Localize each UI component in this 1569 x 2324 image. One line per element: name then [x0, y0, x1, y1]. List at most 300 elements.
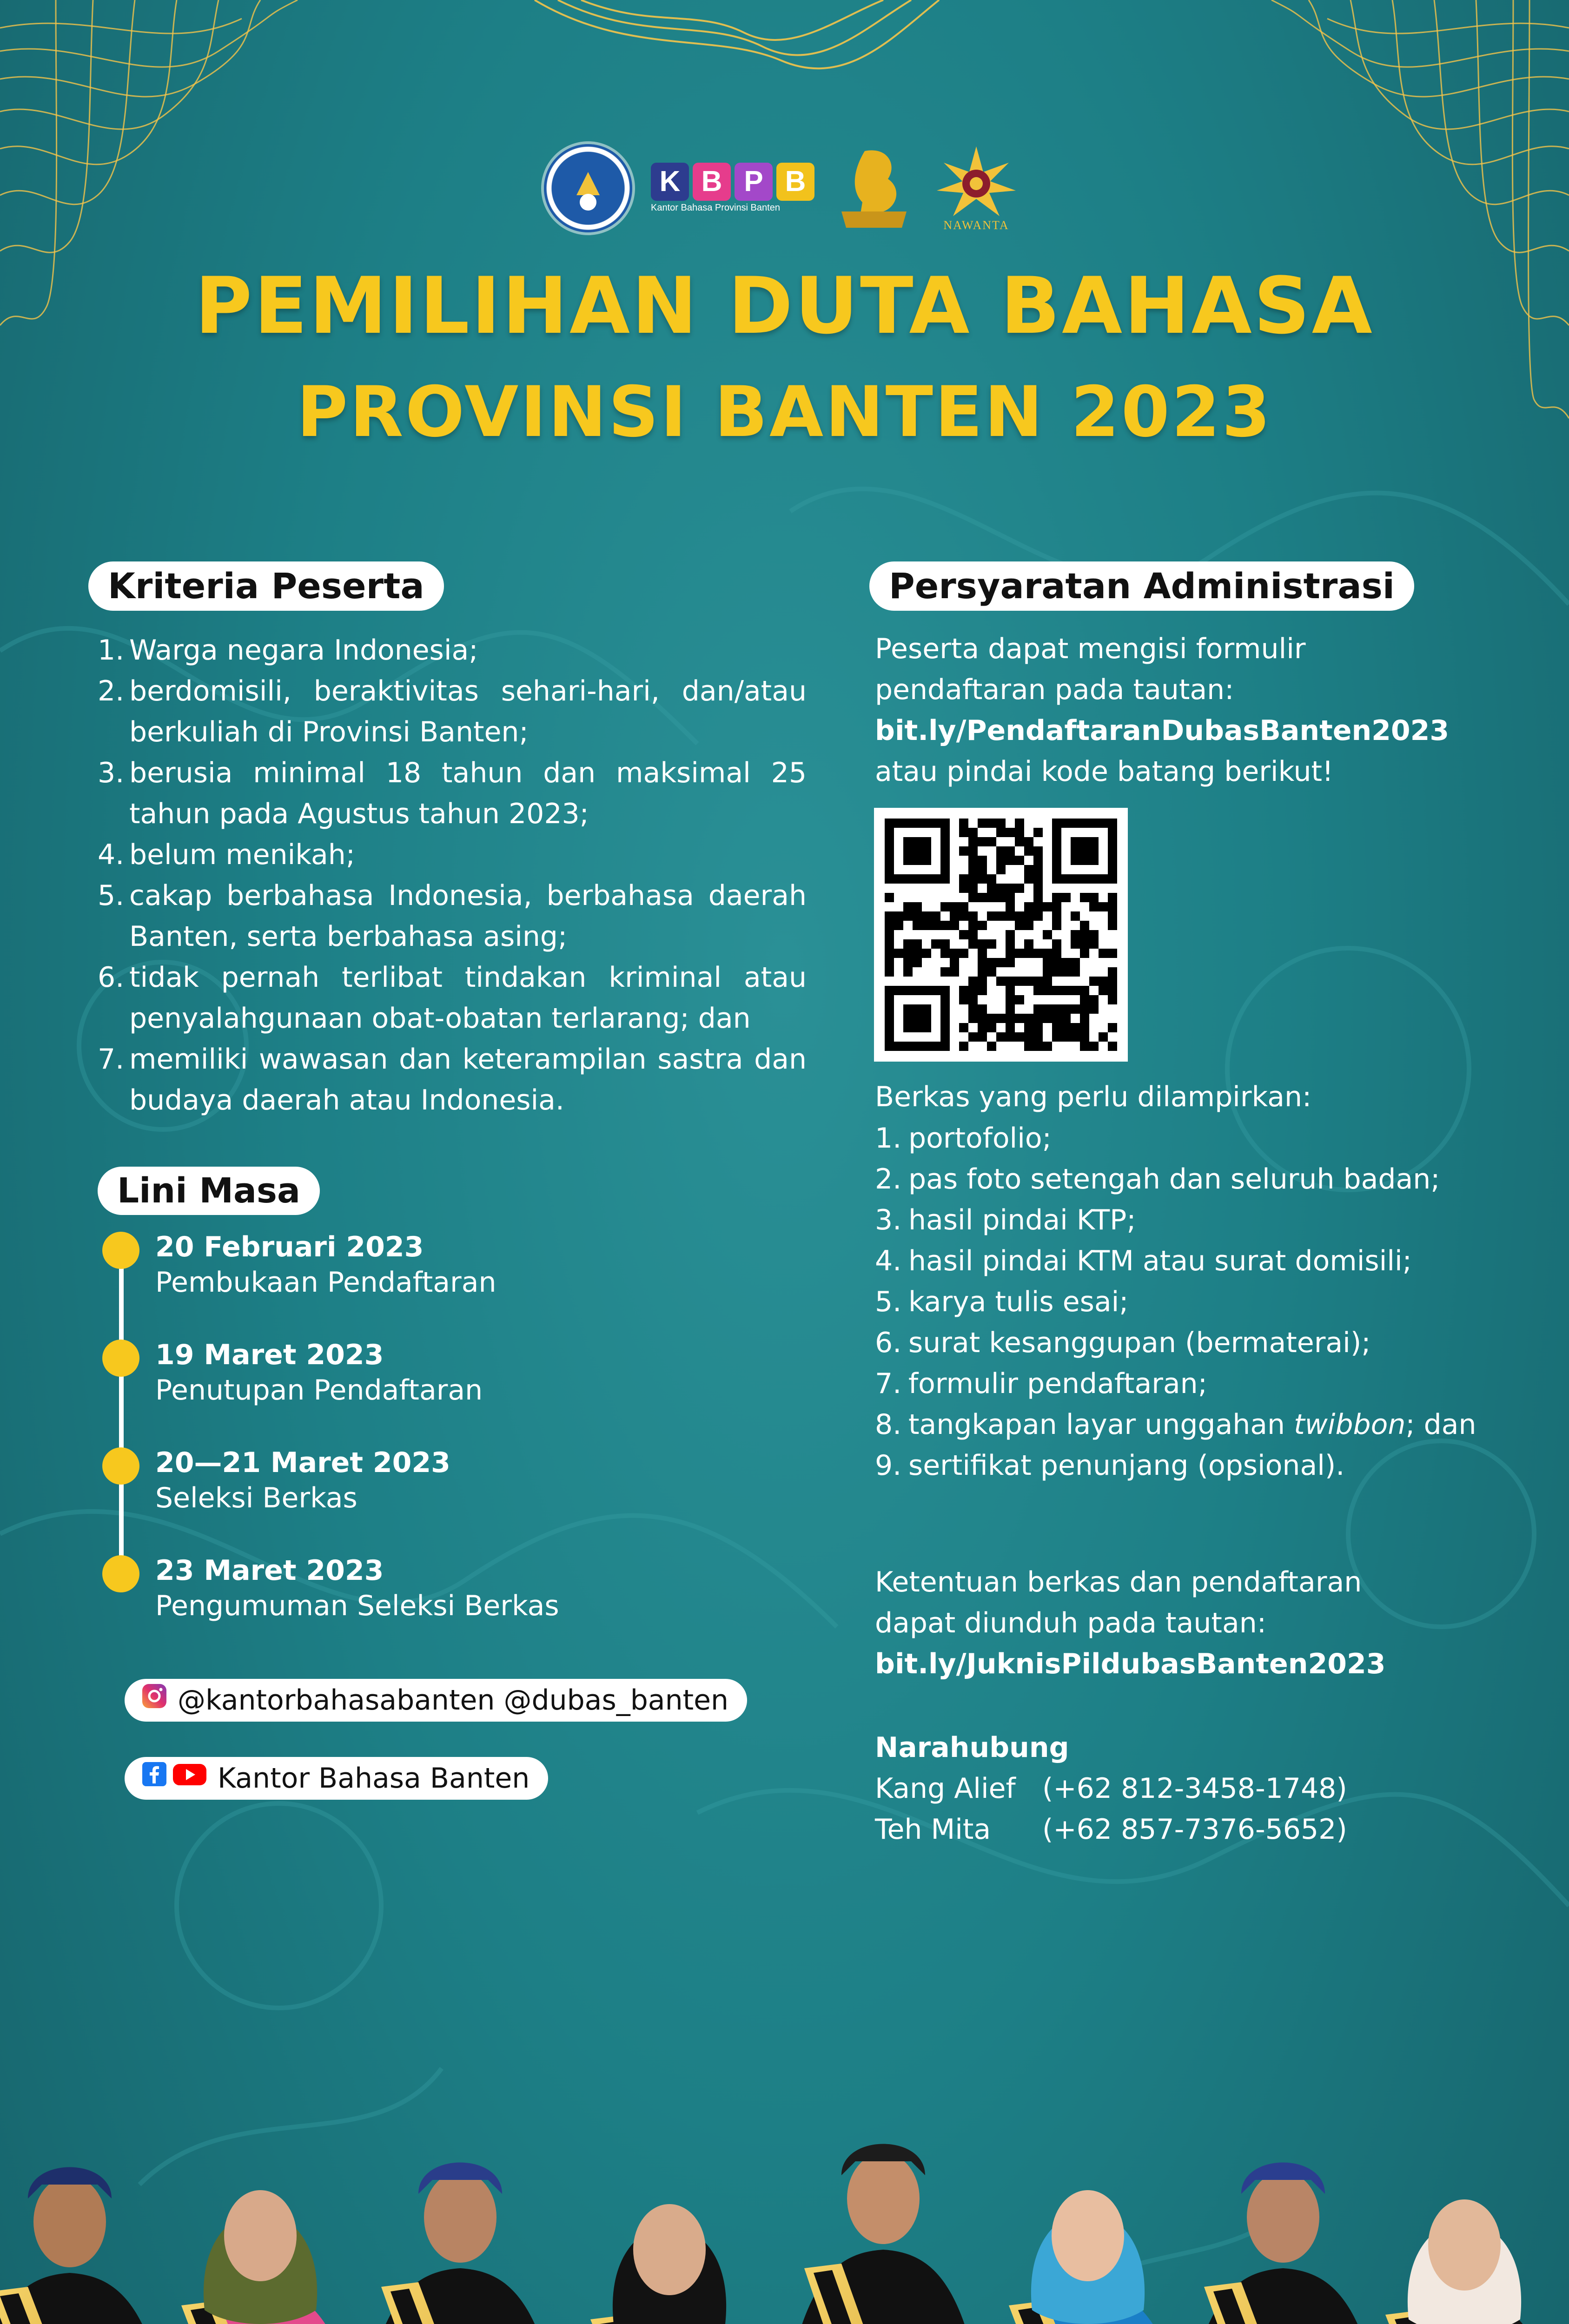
qr-module [1089, 902, 1099, 911]
qr-module [1033, 1042, 1043, 1051]
qr-module [1108, 893, 1117, 902]
qr-module [940, 967, 950, 977]
qr-module [885, 958, 894, 967]
qr-module [996, 846, 1006, 856]
qr-module [1033, 911, 1043, 921]
list-item-number: 9. [875, 1449, 902, 1482]
ambassador-face [633, 2204, 706, 2295]
qr-module [978, 949, 987, 958]
qr-module [1006, 1032, 1015, 1042]
qr-module [1052, 911, 1061, 921]
registration-link[interactable]: bit.ly/PendaftaranDubasBanten2023 [875, 714, 1450, 747]
qr-module [978, 893, 987, 902]
qr-module [959, 874, 968, 884]
list-item-text: Warga negara Indonesia; [129, 634, 478, 667]
list-item-text: pas foto setengah dan seluruh badan; [908, 1163, 1440, 1195]
qr-module [996, 893, 1006, 902]
list-item-number: 1. [98, 634, 125, 667]
qr-module [885, 893, 894, 902]
qr-module [1006, 856, 1015, 865]
list-item [875, 1200, 1544, 1241]
qr-module [1089, 939, 1099, 949]
logo-row [539, 144, 1032, 237]
qr-module [996, 958, 1006, 967]
ambassador-face [1247, 2172, 1319, 2263]
qr-module [968, 930, 978, 939]
qr-module [1033, 949, 1043, 958]
juknis-link[interactable]: bit.ly/JuknisPildubasBanten2023 [875, 1648, 1386, 1680]
qr-module [1108, 1042, 1117, 1051]
timeline-dot [102, 1340, 139, 1377]
qr-module [913, 958, 922, 967]
qr-module [996, 884, 1006, 893]
qr-module [885, 939, 894, 949]
qr-module [959, 819, 968, 828]
qr-module [1006, 977, 1015, 986]
qr-module [1108, 986, 1117, 995]
qr-module [1089, 1042, 1099, 1051]
facebook-youtube-text: Kantor Bahasa Banten [218, 1762, 530, 1795]
qr-module [1052, 949, 1061, 958]
list-item-number: 3. [98, 757, 125, 789]
qr-module [1024, 1042, 1033, 1051]
list-item-number: 7. [98, 1043, 125, 1076]
qr-module [1015, 1032, 1024, 1042]
gold-wave-top-center [535, 0, 939, 68]
qr-module [885, 967, 894, 977]
timeline-date: 23 Maret 2023 [155, 1554, 384, 1587]
list-item-text: berusia minimal 18 tahun dan maksimal 25 tahun pada Agustus tahun 2023; [129, 757, 807, 830]
list-item [98, 875, 807, 957]
qr-module [1099, 949, 1108, 958]
qr-module [922, 921, 931, 930]
qr-module [1033, 986, 1043, 995]
qr-module [931, 921, 940, 930]
nawanta-label: NAWANTA [943, 218, 1009, 232]
qr-module [1033, 884, 1043, 893]
qr-module [1043, 1042, 1052, 1051]
list-item [98, 957, 807, 1039]
qr-module [1089, 893, 1099, 902]
list-item-number: 3. [875, 1204, 902, 1236]
qr-module [959, 884, 968, 893]
qr-module [940, 949, 950, 958]
qr-module [1089, 1004, 1099, 1014]
qr-module [1052, 958, 1061, 967]
qr-module [1108, 995, 1117, 1004]
list-item-text: hasil pindai KTM atau surat domisili; [908, 1245, 1412, 1277]
qr-module [1043, 986, 1052, 995]
kbpb-letter: K [651, 163, 689, 201]
qr-module [1015, 819, 1024, 828]
list-item-text-italic: twibbon [1294, 1408, 1406, 1441]
qr-module [978, 967, 987, 977]
gold-wave-top-right [1271, 0, 1569, 418]
list-item-text-post: ; dan [1405, 1408, 1476, 1441]
list-item [98, 671, 807, 753]
qr-module [968, 977, 978, 986]
ambassador-figure [139, 2190, 381, 2324]
qr-module [1071, 1032, 1080, 1042]
qr-code[interactable] [874, 808, 1128, 1062]
timeline-label: Penutupan Pendaftaran [155, 1374, 483, 1406]
list-item-text: tidak pernah terlibat tindakan kriminal atau penyalahgunaan obat-obatan terlarang; dan [129, 961, 807, 1035]
contact-phone[interactable]: (+62 812-3458-1748) [1042, 1772, 1347, 1805]
qr-module [1043, 967, 1052, 977]
list-item-text: formulir pendaftaran; [908, 1367, 1207, 1400]
qr-module [913, 921, 922, 930]
list-item-text: karya tulis esai; [908, 1286, 1129, 1318]
ambassador-figure [339, 2163, 581, 2324]
qr-module [903, 902, 913, 911]
qr-finder [1071, 837, 1099, 865]
qr-module [950, 949, 959, 958]
list-item [875, 1118, 1544, 1159]
list-item-text: surat kesanggupan (bermaterai); [908, 1327, 1371, 1359]
qr-module [1033, 865, 1043, 874]
timeline-line [119, 1250, 124, 1576]
qr-module [1099, 986, 1108, 995]
lini-masa-heading: Lini Masa [98, 1167, 320, 1215]
qr-module [1099, 1032, 1108, 1042]
qr-module [913, 902, 922, 911]
qr-module [959, 828, 968, 837]
qr-module [1043, 949, 1052, 958]
qr-module [1061, 893, 1071, 902]
qr-module [1080, 986, 1089, 995]
qr-module [987, 958, 996, 967]
ambassador-body [762, 2250, 1004, 2324]
list-item-text: berdomisili, beraktivitas sehari-hari, dan/atau berkuliah di Provinsi Banten; [129, 675, 807, 748]
qr-module [959, 846, 968, 856]
timeline-date: 20—21 Maret 2023 [155, 1446, 450, 1479]
ambassador-face [847, 2153, 920, 2244]
qr-module [978, 958, 987, 967]
qr-module [1033, 846, 1043, 856]
qr-module [996, 828, 1006, 837]
qr-module [1052, 1032, 1061, 1042]
timeline-dot [102, 1555, 139, 1592]
qr-module [959, 902, 968, 911]
qr-module [1006, 939, 1015, 949]
qr-module [968, 893, 978, 902]
qr-module [987, 967, 996, 977]
qr-module [931, 911, 940, 921]
qr-module [1108, 911, 1117, 921]
qr-module [987, 884, 996, 893]
qr-module [1033, 893, 1043, 902]
instagram-icon [141, 1678, 167, 1721]
qr-module [922, 949, 931, 958]
qr-module [1080, 949, 1089, 958]
qr-module [1071, 986, 1080, 995]
qr-module [1043, 930, 1052, 939]
qr-module [1089, 977, 1099, 986]
kriteria-list [98, 630, 807, 1121]
qr-module [987, 1042, 996, 1051]
qr-module [885, 921, 894, 930]
ambassador-figure [1162, 2163, 1404, 2324]
qr-module [1080, 1032, 1089, 1042]
list-item [98, 834, 807, 875]
qr-module [1033, 874, 1043, 884]
list-item-number: 8. [875, 1408, 902, 1441]
list-item-number: 5. [98, 879, 125, 912]
qr-module [959, 995, 968, 1004]
qr-module [978, 1023, 987, 1032]
qr-module [996, 1032, 1006, 1042]
ambassador-body [339, 2268, 581, 2324]
qr-module [1080, 939, 1089, 949]
ambassadors-photo [0, 1999, 1569, 2324]
contact-row [875, 1809, 1526, 1850]
instagram-handles[interactable] [125, 1679, 747, 1722]
qr-module [968, 1004, 978, 1014]
qr-module [1006, 911, 1015, 921]
qr-module [968, 874, 978, 884]
qr-module [1061, 986, 1071, 995]
qr-module [978, 874, 987, 884]
qr-module [968, 995, 978, 1004]
qr-module [913, 949, 922, 958]
ambassador-face [1428, 2199, 1501, 2291]
qr-module [959, 911, 968, 921]
qr-module [1052, 967, 1061, 977]
qr-module [1071, 1023, 1080, 1032]
qr-module [1052, 986, 1061, 995]
qr-module [1015, 911, 1024, 921]
list-item-text: portofolio; [908, 1122, 1052, 1155]
qr-module [1024, 921, 1033, 930]
contact-row [875, 1768, 1526, 1809]
youtube-icon [172, 1756, 207, 1799]
qr-module [1071, 967, 1080, 977]
nawanta-logo [930, 144, 1023, 237]
qr-module [1006, 958, 1015, 967]
qr-module [1006, 1023, 1015, 1032]
qr-module [913, 939, 922, 949]
qr-module [950, 902, 959, 911]
qr-module [968, 837, 978, 846]
qr-module [940, 939, 950, 949]
qr-module [1006, 893, 1015, 902]
qr-module [1071, 911, 1080, 921]
berkas-heading: Berkas yang perlu dilampirkan: [875, 1081, 1312, 1113]
qr-module [978, 921, 987, 930]
qr-module [1108, 949, 1117, 958]
persyaratan-intro-line2: pendaftaran pada tautan: [875, 673, 1234, 706]
list-item-text: hasil pindai KTP; [908, 1204, 1136, 1236]
qr-module [1061, 1014, 1071, 1023]
qr-module [1061, 1004, 1071, 1014]
qr-module [968, 911, 978, 921]
instagram-text: @kantorbahasabanten @dubas_banten [178, 1684, 729, 1717]
qr-module [959, 1042, 968, 1051]
qr-module [1024, 837, 1033, 846]
qr-module [885, 930, 894, 939]
list-item-number: 7. [875, 1367, 902, 1400]
ambassador-figure [1344, 2199, 1569, 2324]
qr-module [1015, 1014, 1024, 1023]
qr-module [1024, 1032, 1033, 1042]
qr-module [987, 911, 996, 921]
qr-module [1006, 949, 1015, 958]
timeline-dot [102, 1232, 139, 1269]
list-item [98, 753, 807, 834]
facebook-youtube-handle[interactable] [125, 1757, 548, 1800]
qr-module [996, 856, 1006, 865]
qr-module [1024, 1023, 1033, 1032]
qr-module [1006, 986, 1015, 995]
qr-module [1099, 977, 1108, 986]
qr-finder [903, 837, 931, 865]
qr-module [1033, 1023, 1043, 1032]
qr-module [950, 967, 959, 977]
qr-module [940, 902, 950, 911]
kbpb-letter: P [735, 163, 773, 201]
qr-module [968, 1032, 978, 1042]
qr-module [903, 949, 913, 958]
qr-module [1033, 977, 1043, 986]
qr-module [968, 884, 978, 893]
qr-module [1052, 1014, 1061, 1023]
qr-module [968, 828, 978, 837]
qr-module [940, 921, 950, 930]
qr-module [1080, 921, 1089, 930]
kriteria-heading: Kriteria Peserta [88, 561, 444, 611]
qr-module [978, 837, 987, 846]
qr-module [913, 911, 922, 921]
qr-module [1108, 902, 1117, 911]
ambassador-figure [0, 2167, 191, 2324]
qr-module [987, 939, 996, 949]
qr-module [996, 911, 1006, 921]
qr-module [968, 865, 978, 874]
qr-module [1015, 921, 1024, 930]
qr-module [996, 865, 1006, 874]
qr-module [996, 977, 1006, 986]
list-item-number: 4. [98, 838, 125, 871]
scan-instruction: atau pindai kode batang berikut! [875, 755, 1334, 788]
list-item-text: belum menikah; [129, 838, 355, 871]
qr-module [1052, 939, 1061, 949]
qr-module [1108, 921, 1117, 930]
persyaratan-heading: Persyaratan Administrasi [869, 561, 1414, 611]
list-item [875, 1322, 1544, 1363]
kbpb-logo [651, 163, 818, 213]
contact-phone[interactable]: (+62 857-7376-5652) [1042, 1813, 1347, 1846]
qr-module [1033, 828, 1043, 837]
list-item [875, 1363, 1544, 1404]
qr-module [885, 911, 894, 921]
qr-module [1015, 977, 1024, 986]
qr-module [1033, 902, 1043, 911]
qr-module [1052, 1004, 1061, 1014]
qr-module [987, 874, 996, 884]
qr-module [978, 1032, 987, 1042]
list-item-text: memiliki wawasan dan keterampilan sastra dan budaya daerah atau Indonesia. [129, 1043, 807, 1116]
qr-module [1006, 1004, 1015, 1014]
qr-module [1043, 1004, 1052, 1014]
tut-wuri-handayani-logo [544, 144, 632, 232]
ambassador-face [1052, 2190, 1124, 2281]
ambassador-body [1162, 2268, 1404, 2324]
qr-module [922, 911, 931, 921]
qr-module [1061, 967, 1071, 977]
qr-module [1108, 967, 1117, 977]
timeline-date: 19 Maret 2023 [155, 1339, 384, 1371]
facebook-icon [141, 1756, 167, 1799]
narahubung-heading: Narahubung [875, 1731, 1069, 1764]
qr-module [1043, 958, 1052, 967]
page-title-line2: PROVINSI BANTEN 2023 [297, 372, 1272, 453]
qr-module [1033, 856, 1043, 865]
qr-module [959, 986, 968, 995]
qr-module [968, 986, 978, 995]
qr-module [1033, 1032, 1043, 1042]
qr-module [1089, 995, 1099, 1004]
list-item-number: 6. [875, 1327, 902, 1359]
qr-module [1024, 1014, 1033, 1023]
qr-module [1033, 1004, 1043, 1014]
qr-module [987, 893, 996, 902]
qr-module [1024, 949, 1033, 958]
qr-module [1099, 902, 1108, 911]
qr-module [1080, 930, 1089, 939]
qr-module [894, 911, 903, 921]
qr-module [1006, 828, 1015, 837]
ketentuan-line1: Ketentuan berkas dan pendaftaran [875, 1566, 1362, 1598]
list-item-number: 4. [875, 1245, 902, 1277]
qr-module [1015, 856, 1024, 865]
qr-module [987, 1023, 996, 1032]
qr-module [978, 856, 987, 865]
qr-module [1024, 939, 1033, 949]
qr-module [1024, 874, 1033, 884]
qr-module [1006, 995, 1015, 1004]
qr-module [1015, 884, 1024, 893]
qr-module [1089, 930, 1099, 939]
ambassador-face [224, 2190, 297, 2281]
qr-module [968, 921, 978, 930]
list-item [875, 1445, 1544, 1486]
list-item [875, 1404, 1544, 1445]
qr-module [996, 819, 1006, 828]
list-item [98, 1039, 807, 1121]
qr-module [1071, 1004, 1080, 1014]
qr-module [1108, 1023, 1117, 1032]
qr-module [1071, 939, 1080, 949]
qr-module [1071, 958, 1080, 967]
list-item [875, 1241, 1544, 1281]
qr-module [1015, 837, 1024, 846]
qr-module [978, 1014, 987, 1023]
qr-module [1043, 1014, 1052, 1023]
ambassador-figure [967, 2190, 1209, 2324]
qr-module [1052, 921, 1061, 930]
qr-module [978, 939, 987, 949]
timeline-label: Seleksi Berkas [155, 1482, 357, 1514]
list-item-number: 2. [875, 1163, 902, 1195]
kbpb-letter: B [776, 163, 814, 201]
kbpb-letter: B [693, 163, 731, 201]
qr-module [968, 856, 978, 865]
ambassador-figure [762, 2144, 1004, 2324]
contact-name: Teh Mita [875, 1813, 991, 1846]
qr-module [1006, 1014, 1015, 1023]
qr-code-pattern [874, 808, 1128, 1062]
qr-module [978, 977, 987, 986]
